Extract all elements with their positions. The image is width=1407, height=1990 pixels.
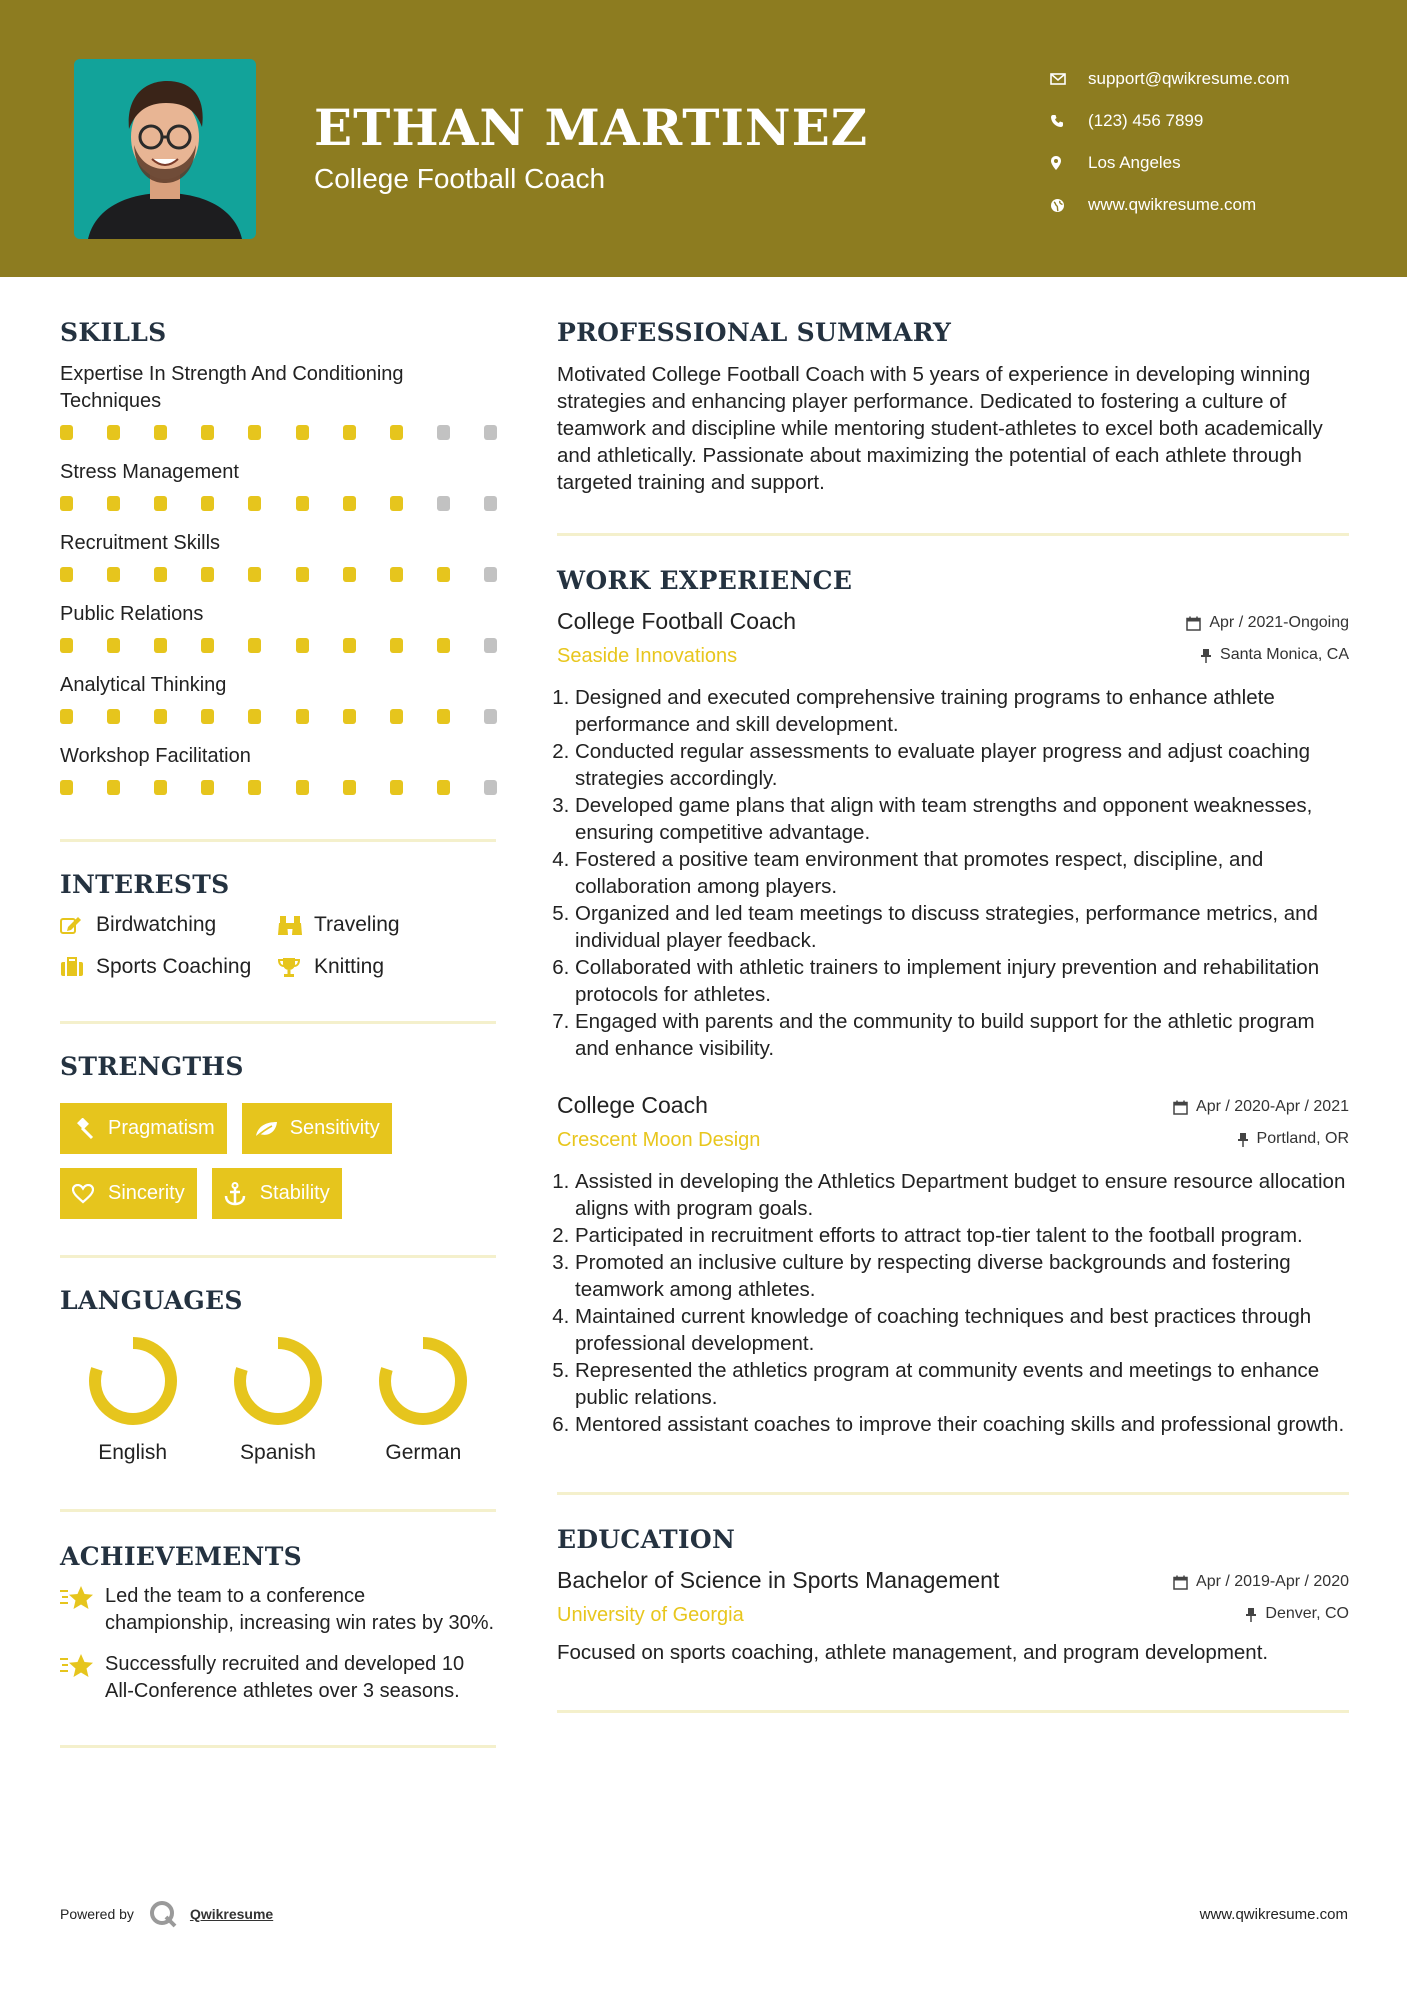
interests-heading: INTERESTS	[60, 870, 230, 899]
rating-dot-filled	[296, 496, 309, 511]
section-divider	[557, 533, 1349, 536]
duty-item: 7. Engaged with parents and the community to build support for the athletic program and enhance visibility.	[575, 1008, 1349, 1062]
achievement-item	[60, 1651, 496, 1705]
phone-icon	[1050, 114, 1088, 128]
rating-dot-empty	[484, 638, 497, 653]
interest-item	[60, 955, 278, 979]
rating-dot-filled	[248, 567, 261, 582]
section-divider	[60, 839, 496, 842]
skill-item	[60, 459, 496, 511]
education-section	[557, 1525, 1349, 1666]
rating-dot-filled	[296, 638, 309, 653]
job-duties	[557, 1168, 1349, 1438]
contact-location-text: Los Angeles	[1088, 153, 1181, 172]
calendar-icon	[1186, 616, 1201, 631]
duty-item: 4. Fostered a positive team environment that promotes respect, discipline, and collaboration among players.	[575, 846, 1349, 900]
section-divider	[60, 1509, 496, 1512]
rating-dot-empty	[484, 567, 497, 582]
rating-dot-filled	[60, 709, 73, 724]
rating-dot-filled	[343, 780, 356, 795]
skills-list	[60, 361, 496, 795]
header	[0, 0, 1407, 277]
contact-location	[1050, 142, 1290, 184]
calendar-icon	[1173, 1100, 1188, 1115]
rating-dot-filled	[248, 780, 261, 795]
job-location-text: Santa Monica, CA	[1220, 646, 1349, 663]
job-entry	[557, 608, 1349, 1062]
duty-item: 3. Promoted an inclusive culture by respecting diverse backgrounds and fostering teamwork among athletes.	[575, 1249, 1349, 1303]
skill-name: Recruitment Skills	[60, 532, 221, 554]
strengths-list	[60, 1103, 460, 1219]
globe-icon	[1050, 198, 1088, 213]
contact-website-text: www.qwikresume.com	[1088, 195, 1257, 214]
rating-dot-filled	[343, 425, 356, 440]
job-dates	[1173, 1098, 1349, 1116]
job-dates-text: Apr / 2021-Ongoing	[1209, 614, 1349, 631]
rating-dot-empty	[484, 496, 497, 511]
language-proficiency-ring	[87, 1335, 179, 1427]
skill-rating	[60, 425, 497, 440]
skill-rating	[60, 567, 497, 582]
skill-item	[60, 743, 496, 795]
rating-dot-filled	[390, 496, 403, 511]
section-divider	[557, 1710, 1349, 1713]
qwikresume-link[interactable]: Qwikresume	[189, 1906, 274, 1922]
skill-name: Analytical Thinking	[60, 674, 227, 696]
job-entry	[557, 1092, 1349, 1438]
education-dates-text: Apr / 2019-Apr / 2020	[1196, 1573, 1349, 1590]
duty-item: 3. Developed game plans that align with team strengths and opponent weaknesses, ensuring competitive advantage.	[575, 792, 1349, 846]
language-item	[205, 1335, 350, 1465]
rating-dot-empty	[437, 496, 450, 511]
skill-rating	[60, 780, 497, 795]
job-dates-text: Apr / 2020-Apr / 2021	[1196, 1098, 1349, 1115]
rating-dot-filled	[60, 425, 73, 440]
job-duties	[557, 684, 1349, 1062]
rating-dot-filled	[154, 709, 167, 724]
contact-website[interactable]	[1050, 184, 1290, 226]
rating-dot-filled	[201, 780, 214, 795]
job-location-text: Portland, OR	[1256, 1130, 1349, 1147]
skill-rating	[60, 496, 497, 511]
rating-dot-filled	[107, 638, 120, 653]
footer-website[interactable]: www.qwikresume.com	[1199, 1906, 1348, 1923]
duty-item: 5. Organized and led team meetings to discuss strategies, performance metrics, and individual player feedback.	[575, 900, 1349, 954]
rating-dot-filled	[60, 496, 73, 511]
strength-badge	[242, 1103, 392, 1154]
language-label: English	[98, 1441, 168, 1464]
rating-dot-filled	[60, 638, 73, 653]
gavel-icon	[72, 1118, 108, 1140]
rating-dot-filled	[201, 709, 214, 724]
rating-dot-filled	[390, 425, 403, 440]
languages-list	[60, 1335, 496, 1465]
job-title: College Football Coach	[557, 608, 797, 634]
rating-dot-filled	[296, 709, 309, 724]
rating-dot-filled	[201, 638, 214, 653]
rating-dot-filled	[201, 496, 214, 511]
achievement-text: Led the team to a conference championship, increasing win rates by 30%.	[105, 1585, 495, 1634]
star-icon	[60, 1651, 105, 1705]
strength-label: Sincerity	[108, 1182, 185, 1204]
section-divider	[60, 1745, 496, 1748]
pushpin-icon	[1237, 1132, 1249, 1147]
binoculars-icon	[278, 914, 314, 936]
rating-dot-filled	[296, 425, 309, 440]
rating-dot-filled	[248, 709, 261, 724]
language-item	[351, 1335, 496, 1465]
rating-dot-empty	[484, 780, 497, 795]
rating-dot-filled	[390, 780, 403, 795]
rating-dot-filled	[60, 780, 73, 795]
skill-name: Workshop Facilitation	[60, 745, 251, 767]
contact-email-text: support@qwikresume.com	[1088, 69, 1290, 88]
job-title: College Coach	[557, 1092, 708, 1118]
education-dates	[1173, 1573, 1349, 1591]
strength-badge	[60, 1168, 197, 1219]
rating-dot-filled	[107, 780, 120, 795]
language-label: Spanish	[240, 1441, 316, 1464]
experience-heading: WORK EXPERIENCE	[557, 566, 853, 595]
proficiency-arc	[385, 1343, 461, 1419]
job-dates	[1186, 614, 1349, 632]
trophy-icon	[278, 956, 314, 978]
star-icon	[60, 1583, 105, 1637]
calendar-icon	[1173, 1575, 1188, 1590]
job-location	[1200, 646, 1349, 664]
achievements-section	[60, 1542, 496, 1705]
interest-label: Sports Coaching	[96, 955, 252, 978]
education-entry	[557, 1567, 1349, 1666]
language-item	[60, 1335, 205, 1465]
contact-phone-text: (123) 456 7899	[1088, 111, 1204, 130]
rating-dot-filled	[390, 638, 403, 653]
language-proficiency-ring	[377, 1335, 469, 1427]
rating-dot-empty	[484, 709, 497, 724]
interest-label: Traveling	[314, 913, 400, 936]
rating-dot-filled	[437, 567, 450, 582]
rating-dot-filled	[437, 709, 450, 724]
duty-item: 1. Assisted in developing the Athletics Department budget to ensure resource allocation aligns with program goals.	[575, 1168, 1349, 1222]
contact-email[interactable]	[1050, 58, 1290, 100]
rating-dot-filled	[60, 567, 73, 582]
education-heading: EDUCATION	[557, 1525, 736, 1554]
rating-dot-filled	[154, 425, 167, 440]
interest-label: Birdwatching	[96, 913, 217, 936]
duty-item: 2. Conducted regular assessments to evaluate player progress and adjust coaching strategies accordingly.	[575, 738, 1349, 792]
rating-dot-filled	[343, 496, 356, 511]
leaf-icon	[254, 1120, 290, 1138]
rating-dot-empty	[437, 425, 450, 440]
briefcase-icon	[60, 957, 96, 977]
pushpin-icon	[1200, 648, 1212, 663]
rating-dot-filled	[107, 425, 120, 440]
education-school: University of Georgia	[557, 1604, 744, 1626]
education-degree: Bachelor of Science in Sports Management	[557, 1567, 1000, 1593]
envelope-icon	[1050, 73, 1088, 85]
language-proficiency-ring	[232, 1335, 324, 1427]
pencil-square-icon	[60, 915, 96, 935]
rating-dot-filled	[154, 780, 167, 795]
achievements-heading: ACHIEVEMENTS	[60, 1542, 302, 1571]
rating-dot-filled	[154, 567, 167, 582]
strength-label: Stability	[259, 1182, 330, 1204]
duty-item: 6. Collaborated with athletic trainers to implement injury prevention and rehabilitation protocols for athletes.	[575, 954, 1349, 1008]
rating-dot-filled	[437, 638, 450, 653]
duty-item: 6. Mentored assistant coaches to improve their coaching skills and professional growth.	[575, 1411, 1349, 1438]
section-divider	[557, 1492, 1349, 1495]
achievement-text: Successfully recruited and developed 10 All-Conference athletes over 3 seasons.	[105, 1653, 465, 1702]
candidate-name: ETHAN MARTINEZ	[314, 98, 869, 157]
rating-dot-filled	[343, 567, 356, 582]
job-location	[1237, 1130, 1349, 1148]
section-divider	[60, 1255, 496, 1258]
left-column	[60, 318, 496, 1748]
candidate-title: College Football Coach	[314, 163, 606, 194]
languages-heading: LANGUAGES	[60, 1286, 243, 1315]
anchor-icon	[224, 1182, 260, 1206]
rating-dot-filled	[343, 638, 356, 653]
skill-name: Stress Management	[60, 461, 239, 483]
rating-dot-filled	[154, 496, 167, 511]
summary-section	[557, 318, 1349, 496]
strength-badge	[60, 1103, 227, 1154]
rating-dot-filled	[201, 567, 214, 582]
experience-section	[557, 566, 1349, 1438]
skill-item	[60, 530, 496, 582]
rating-dot-filled	[296, 567, 309, 582]
duty-item: 5. Represented the athletics program at community events and meetings to enhance public relations.	[575, 1357, 1349, 1411]
qwikresume-logo-icon	[148, 1899, 178, 1929]
interests-section	[60, 870, 496, 979]
interests-list	[60, 913, 496, 979]
proficiency-arc	[95, 1343, 171, 1419]
skill-item	[60, 361, 496, 440]
rating-dot-filled	[201, 425, 214, 440]
summary-text: Motivated College Football Coach with 5 years of experience in developing winning strategies and enhancing player performance. Dedicated to fostering a culture of teamwork and discipline while mentoring student-athletes to excel both academically and athletically. Passionate about maximizing the potential of each athlete through targeted training and support.	[557, 363, 1323, 494]
powered-by-text: Powered by	[60, 1906, 134, 1922]
rating-dot-filled	[107, 496, 120, 511]
pushpin-icon	[1245, 1607, 1257, 1622]
rating-dot-filled	[248, 425, 261, 440]
interest-item	[278, 955, 496, 979]
interest-label: Knitting	[314, 955, 385, 978]
skills-section	[60, 318, 496, 795]
rating-dot-filled	[154, 638, 167, 653]
skill-item	[60, 601, 496, 653]
strength-label: Sensitivity	[289, 1117, 380, 1139]
skill-name: Public Relations	[60, 603, 204, 625]
section-divider	[60, 1021, 496, 1024]
strength-badge	[212, 1168, 342, 1219]
strengths-heading: STRENGTHS	[60, 1052, 244, 1081]
education-location-text: Denver, CO	[1265, 1605, 1349, 1622]
map-pin-icon	[1050, 155, 1088, 171]
rating-dot-empty	[484, 425, 497, 440]
heart-icon	[72, 1184, 108, 1204]
rating-dot-filled	[296, 780, 309, 795]
skill-item	[60, 672, 496, 724]
language-label: German	[385, 1441, 462, 1464]
job-company: Crescent Moon Design	[557, 1129, 761, 1151]
right-column	[557, 318, 1349, 1713]
skill-name: Expertise In Strength And Conditioning Techniques	[60, 363, 404, 412]
education-location	[1245, 1605, 1349, 1623]
rating-dot-filled	[437, 780, 450, 795]
interest-item	[278, 913, 496, 937]
duty-item: 1. Designed and executed comprehensive training programs to enhance athlete performance and skill development.	[575, 684, 1349, 738]
contact-phone[interactable]	[1050, 100, 1290, 142]
job-company: Seaside Innovations	[557, 645, 738, 667]
languages-section	[60, 1286, 496, 1465]
contact-list	[1050, 58, 1290, 226]
footer-powered-by	[60, 1899, 273, 1929]
rating-dot-filled	[343, 709, 356, 724]
rating-dot-filled	[248, 638, 261, 653]
strength-label: Pragmatism	[108, 1117, 215, 1139]
rating-dot-filled	[107, 709, 120, 724]
proficiency-arc	[240, 1343, 316, 1419]
skill-rating	[60, 709, 497, 724]
rating-dot-filled	[248, 496, 261, 511]
rating-dot-filled	[390, 567, 403, 582]
rating-dot-filled	[390, 709, 403, 724]
duty-item: 2. Participated in recruitment efforts to attract top-tier talent to the football program.	[575, 1222, 1349, 1249]
education-description: Focused on sports coaching, athlete management, and program development.	[557, 1641, 1269, 1664]
interest-item	[60, 913, 278, 937]
skills-heading: SKILLS	[60, 318, 167, 347]
summary-heading: PROFESSIONAL SUMMARY	[557, 318, 952, 347]
strengths-section	[60, 1052, 496, 1219]
rating-dot-filled	[107, 567, 120, 582]
achievement-item	[60, 1583, 496, 1637]
duty-item: 4. Maintained current knowledge of coaching techniques and best practices through professional development.	[575, 1303, 1349, 1357]
skill-rating	[60, 638, 497, 653]
profile-photo	[74, 59, 256, 239]
